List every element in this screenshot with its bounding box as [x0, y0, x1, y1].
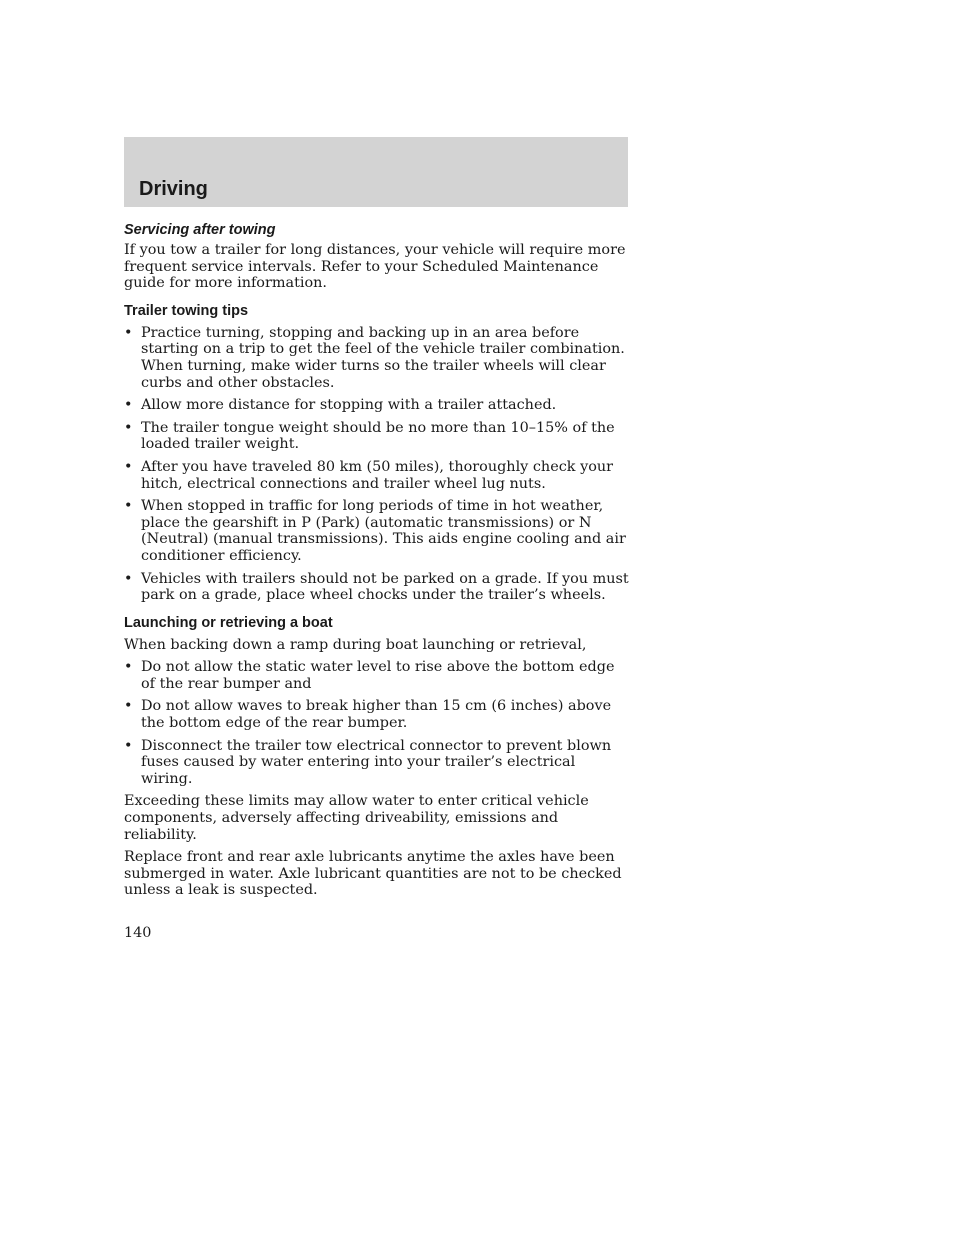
list-item — [124, 571, 630, 604]
list-item-text: Vehicles with trailers should not be parked on a grade. If you must park on a grade, place wheel chocks under the trailer’s wheels. — [141, 570, 629, 604]
list-item — [124, 498, 630, 564]
section-title-boat: Launching or retrieving a boat — [124, 614, 333, 631]
list-item-text: The trailer tongue weight should be no more than 10–15% of the loaded trailer weight. — [141, 419, 615, 453]
list-item — [124, 738, 630, 788]
chapter-header-band — [124, 137, 628, 207]
list-item-text: Do not allow the static water level to rise above the bottom edge of the rear bumper and — [141, 659, 615, 692]
list-item — [124, 459, 630, 492]
bullet: • — [124, 397, 133, 414]
bullet: • — [124, 698, 133, 715]
bullet: • — [124, 498, 133, 515]
list-item-text: Disconnect the trailer tow electrical connector to prevent blown fuses caused by water entering into your trailer’s electrical wiring. — [141, 737, 612, 787]
boat-paragraph-lubricants: Replace front and rear axle lubricants anytime the axles have been submerged in water. Axle lubricant quantities are not to be checked unless a leak is suspected. — [124, 849, 622, 899]
list-item — [124, 325, 630, 391]
bullet: • — [124, 324, 133, 341]
bullet: • — [124, 659, 133, 676]
list-item-text: Do not allow waves to break higher than 15 cm (6 inches) above the bottom edge of the rear bumper. — [141, 698, 612, 732]
list-item-text: After you have traveled 80 km (50 miles), thoroughly check your hitch, electrical connections and trailer wheel lug nuts. — [141, 458, 614, 492]
list-item — [124, 397, 630, 414]
page-content — [124, 220, 630, 905]
list-item-text: Allow more distance for stopping with a trailer attached. — [141, 397, 557, 414]
bullet: • — [124, 419, 133, 436]
boat-paragraph-limits: Exceeding these limits may allow water to enter critical vehicle components, adversely affecting driveability, emissions and reliability. — [124, 793, 589, 843]
tips-list — [124, 325, 630, 604]
section-title-tips: Trailer towing tips — [124, 302, 249, 319]
list-item-text: When stopped in traffic for long periods of time in hot weather, place the gearshift in P (Park) (automatic transmissions) or N (Neutral) (manual transmissions). This aids engine cooling and air conditioner efficiency. — [141, 498, 626, 564]
list-item-text: Practice turning, stopping and backing up in an area before starting on a trip to get the feel of the vehicle trailer combination. When turning, make wider turns so the trailer wheels will clear curbs and other obstacles. — [141, 324, 625, 391]
bullet: • — [124, 458, 133, 475]
servicing-body: If you tow a trailer for long distances, your vehicle will require more frequent service intervals. Refer to your Scheduled Maintenance guide for more information. — [124, 242, 626, 292]
bullet: • — [124, 570, 133, 587]
list-item — [124, 659, 630, 692]
chapter-title: Driving — [139, 178, 208, 200]
page-number: 140 — [124, 925, 152, 941]
boat-intro: When backing down a ramp during boat launching or retrieval, — [124, 636, 587, 653]
boat-list — [124, 659, 630, 787]
bullet: • — [124, 737, 133, 754]
list-item — [124, 420, 630, 453]
section-title-servicing: Servicing after towing — [124, 222, 276, 238]
list-item — [124, 698, 630, 731]
